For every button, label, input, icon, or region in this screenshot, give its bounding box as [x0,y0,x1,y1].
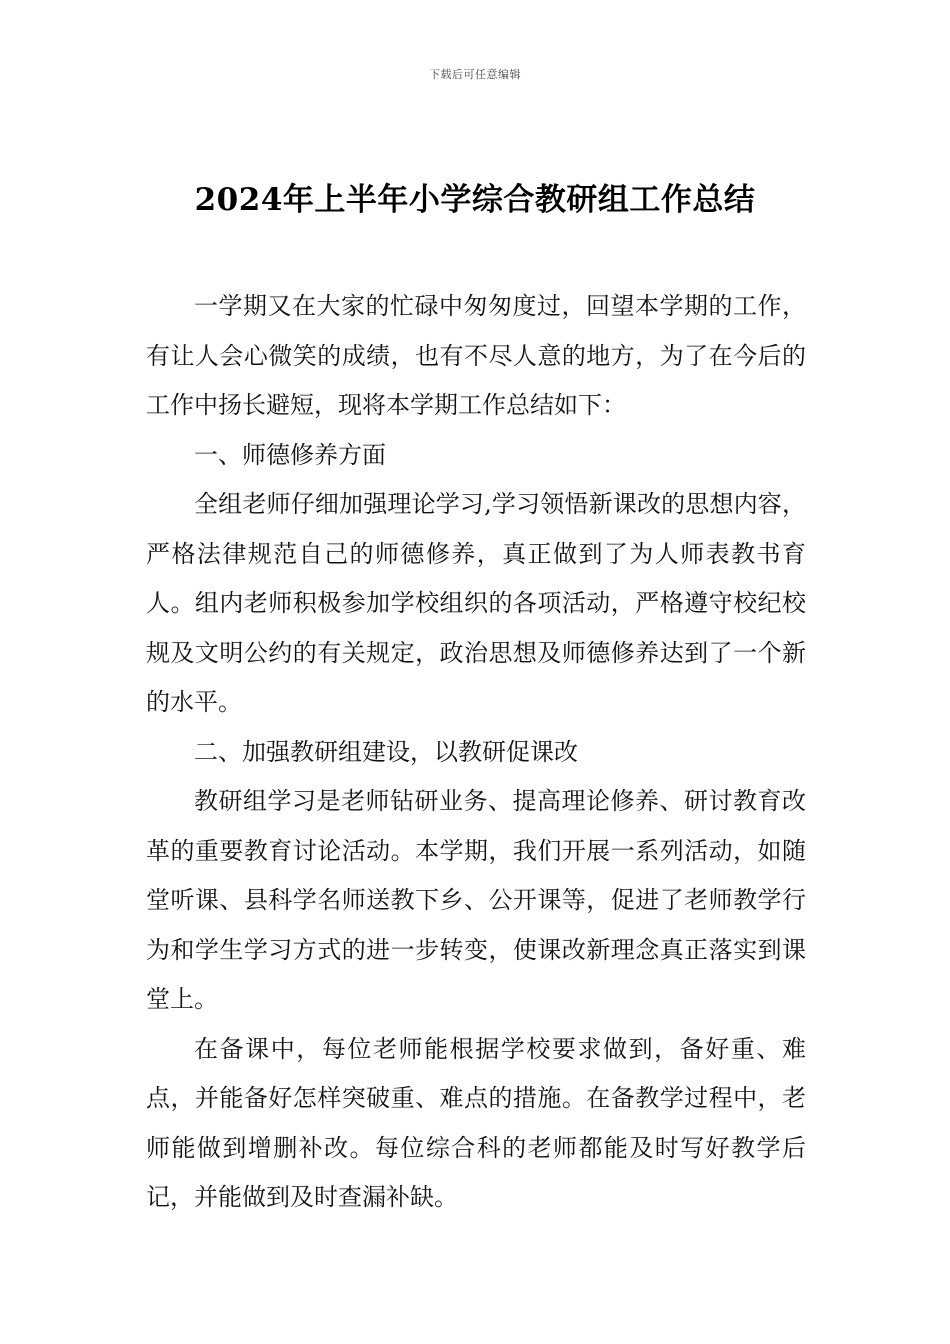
section-heading-research: 二、加强教研组建设，以教研促课改 [194,737,578,766]
header-note: 下载后可任意编辑 [429,68,521,81]
research-paragraph: 教研组学习是老师钻研业务、提高理论修养、研讨教育改革的重要教育讨论活动。本学期，我们开展一系列活动，如随堂听课、县科学名师送教下乡、公开课等，促进了老师教学行为和学生学习方式的进一步转变，使课改新理念真正落实到课堂上。 [146,787,806,1013]
document-body [146,282,806,1223]
ethics-paragraph: 全组老师仔细加强理论学习,学习领悟新课改的思想内容，严格法律规范自己的师德修养，真正做到了为人师表教书育人。组内老师积极参加学校组织的各项活动，严格遵守校纪校规及文明公约的有关规定，政治思想及师德修养达到了一个新的水平。 [146,490,806,716]
section-heading-ethics: 一、师德修养方面 [194,440,386,469]
document-title: 2024年上半年小学综合教研组工作总结 [194,182,756,218]
lesson-prep-paragraph: 在备课中，每位老师能根据学校要求做到，备好重、难点，并能备好怎样突破重、难点的措施。在备教学过程中，老师能做到增删补改。每位综合科的老师都能及时写好教学后记，并能做到及时查漏补缺。 [146,1034,806,1211]
intro-paragraph: 一学期又在大家的忙碌中匆匆度过，回望本学期的工作，有让人会心微笑的成绩，也有不尽人意的地方，为了在今后的工作中扬长避短，现将本学期工作总结如下： [146,292,806,419]
